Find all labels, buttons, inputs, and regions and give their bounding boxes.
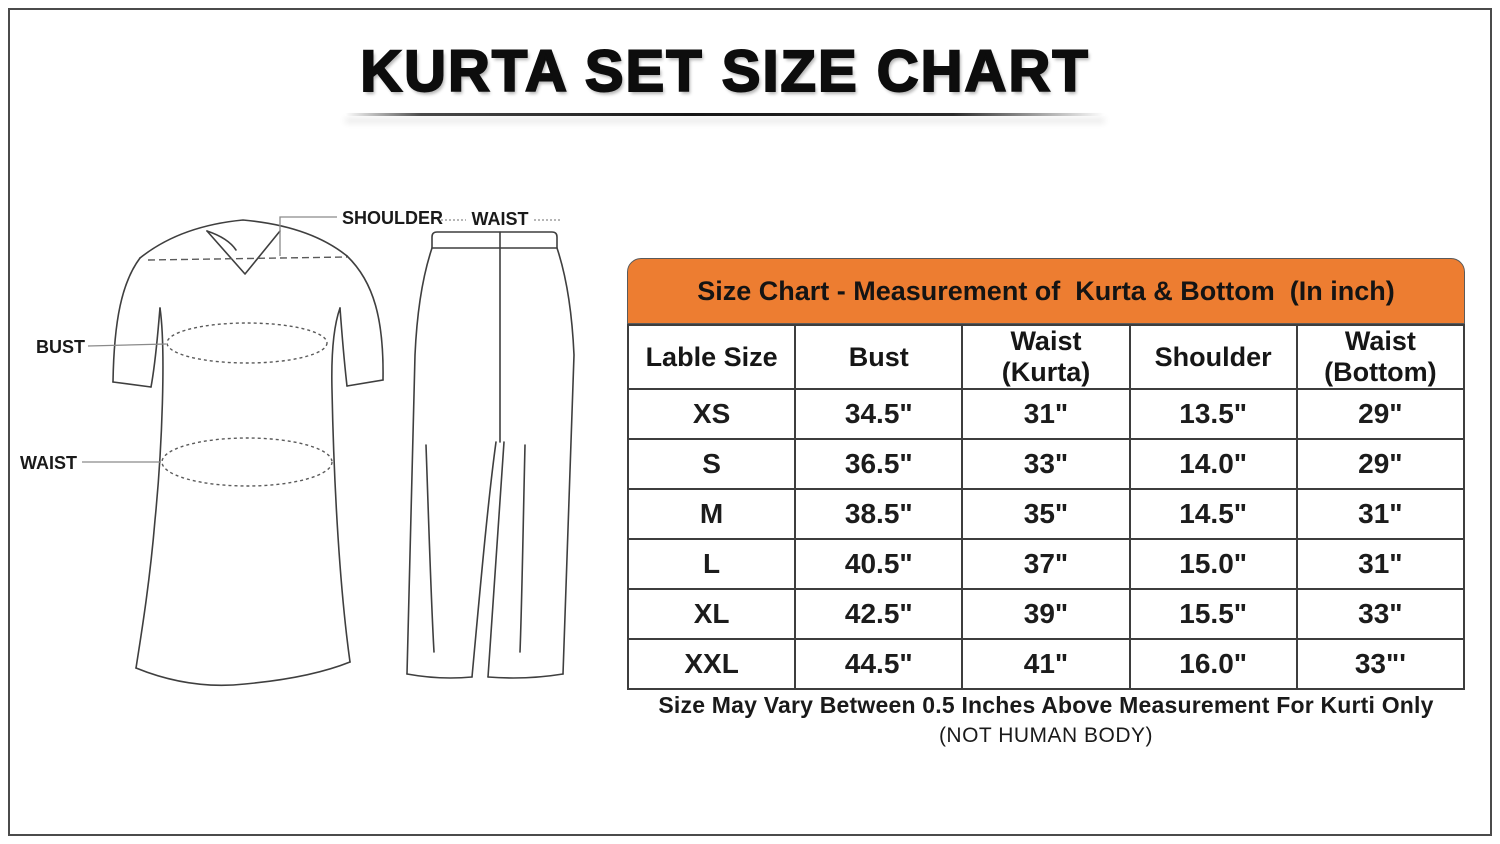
table-row — [628, 489, 1464, 539]
size-label-cell: M — [628, 489, 795, 539]
footnote-line2: (NOT HUMAN BODY) — [938, 724, 1154, 747]
measurement-cell: 37" — [962, 539, 1129, 589]
column-header: Shoulder — [1130, 325, 1297, 389]
measurement-cell: 34.5" — [795, 389, 962, 439]
table-row — [628, 539, 1464, 589]
size-label-cell: L — [628, 539, 795, 589]
pants-waist-label: WAIST — [471, 209, 529, 229]
measurement-cell: 33" — [1297, 589, 1464, 639]
table-row — [628, 389, 1464, 439]
bust-ellipse — [167, 323, 327, 363]
table-header-row — [628, 325, 1464, 389]
footnote — [627, 692, 1465, 748]
measurement-cell: 39" — [962, 589, 1129, 639]
pants-drawing — [407, 209, 574, 678]
measurement-cell: 41" — [962, 639, 1129, 689]
bust-label: BUST — [36, 337, 85, 357]
measurement-cell: 15.0" — [1130, 539, 1297, 589]
footnote-line1: Size May Vary Between 0.5 Inches Above Measurement For Kurti Only — [658, 692, 1434, 718]
garment-measurement-diagram — [10, 190, 630, 725]
kurta-drawing — [20, 208, 443, 685]
measurement-cell: 31" — [1297, 489, 1464, 539]
title-underline-bar — [345, 113, 1105, 116]
size-chart-table-section — [627, 258, 1465, 690]
waist-ellipse — [162, 438, 332, 486]
table-row — [628, 639, 1464, 689]
measurement-cell: 33"' — [1297, 639, 1464, 689]
measurement-cell: 15.5" — [1130, 589, 1297, 639]
size-label-cell: XL — [628, 589, 795, 639]
table-banner: Size Chart - Measurement of Kurta & Bottom (In inch) — [627, 258, 1465, 324]
table-row — [628, 439, 1464, 489]
measurement-cell: 29" — [1297, 439, 1464, 489]
measurement-cell: 13.5" — [1130, 389, 1297, 439]
shoulder-dash-line — [148, 257, 347, 260]
measurement-cell: 33" — [962, 439, 1129, 489]
column-header: Waist (Bottom) — [1297, 325, 1464, 389]
measurement-cell: 40.5" — [795, 539, 962, 589]
size-label-cell: XS — [628, 389, 795, 439]
measurement-cell: 16.0" — [1130, 639, 1297, 689]
size-chart-table — [627, 324, 1465, 690]
column-header: Bust — [795, 325, 962, 389]
measurement-cell: 14.0" — [1130, 439, 1297, 489]
measurement-cell: 35" — [962, 489, 1129, 539]
column-header: Lable Size — [628, 325, 795, 389]
measurement-cell: 31" — [1297, 539, 1464, 589]
measurement-cell: 29" — [1297, 389, 1464, 439]
bust-leader-line — [88, 344, 166, 346]
shoulder-leader-line — [280, 217, 337, 256]
size-label-cell: XXL — [628, 639, 795, 689]
measurement-cell: 38.5" — [795, 489, 962, 539]
measurement-cell: 14.5" — [1130, 489, 1297, 539]
kurta-vneck — [207, 231, 280, 274]
table-row — [628, 589, 1464, 639]
measurement-cell: 42.5" — [795, 589, 962, 639]
page-title: KURTA SET SIZE CHART — [360, 39, 1090, 104]
measurement-cell: 31" — [962, 389, 1129, 439]
pants-waistband — [432, 232, 557, 248]
kurta-waist-label: WAIST — [20, 453, 77, 473]
measurement-cell: 44.5" — [795, 639, 962, 689]
size-label-cell: S — [628, 439, 795, 489]
shoulder-label: SHOULDER — [342, 208, 444, 228]
kurta-top-outline — [140, 220, 347, 258]
column-header: Waist (Kurta) — [962, 325, 1129, 389]
measurement-cell: 36.5" — [795, 439, 962, 489]
